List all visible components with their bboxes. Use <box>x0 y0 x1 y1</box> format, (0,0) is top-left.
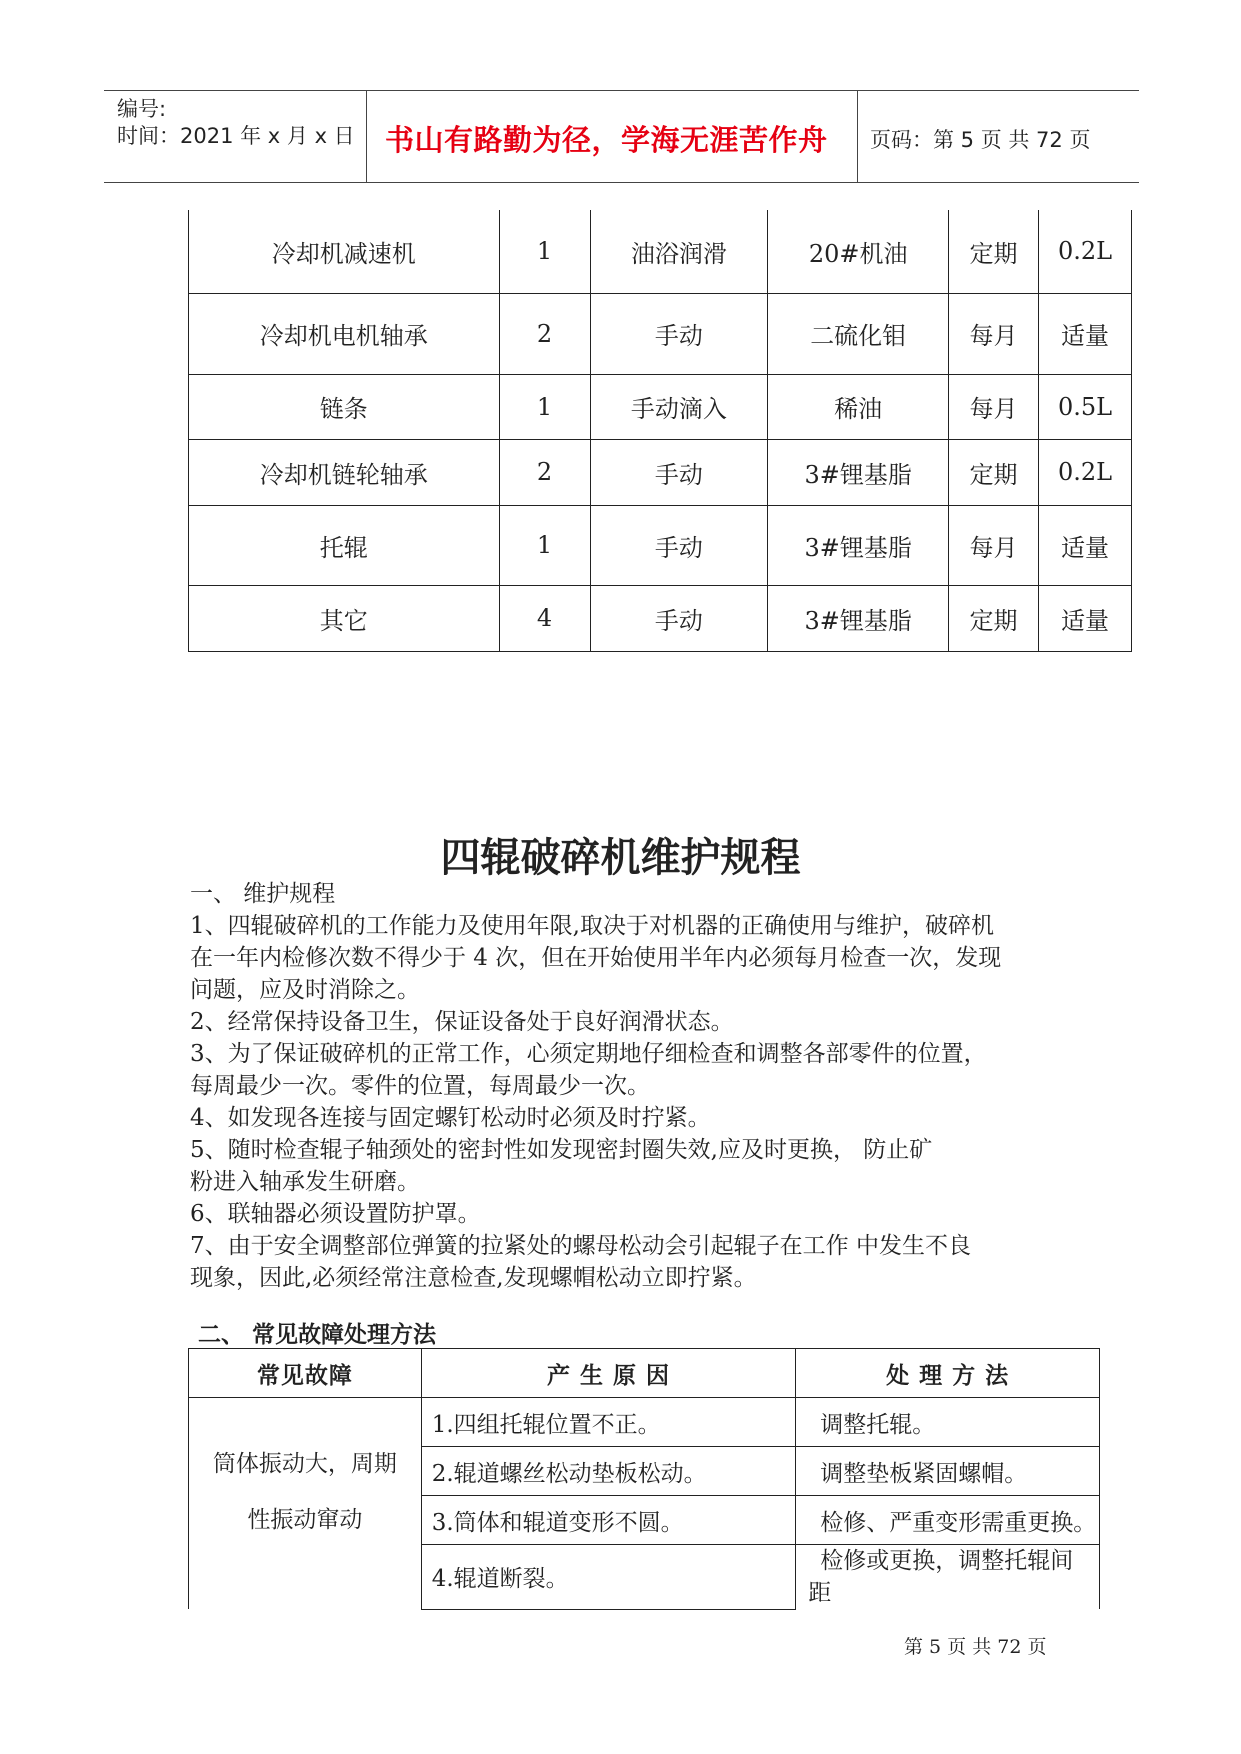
table-cell: 冷却机减速机 <box>189 210 500 293</box>
footer-page-number: 第 5 页 共 72 页 <box>904 1636 1047 1658</box>
fix-cell: 检修、严重变形需重更换。 <box>796 1496 1100 1545</box>
section2-heading: 二、 常见故障处理方法 <box>198 1322 437 1348</box>
document-title: 四辊破碎机维护规程 <box>440 835 801 881</box>
paragraph-line: 3、为了保证破碎机的正常工作，心须定期地仔细检查和调整各部零件的位置， <box>190 1041 987 1067</box>
cause-cell: 2.辊道螺丝松动垫板松动。 <box>421 1447 796 1496</box>
table-cell: 手动 <box>590 439 768 505</box>
table-cell: 每月 <box>949 374 1039 439</box>
table-cell: 0.2L <box>1039 210 1132 293</box>
table-cell: 1 <box>499 210 590 293</box>
fix-line: 距 <box>808 1580 832 1606</box>
paragraph-line: 6、联轴器必须设置防护罩。 <box>190 1201 481 1227</box>
paragraph-line: 1、四辊破碎机的工作能力及使用年限,取决于对机器的正确使用与维护，破碎机 <box>190 913 994 939</box>
paragraph-line: 5、随时检查辊子轴颈处的密封性如发现密封圈失效,应及时更换， 防止矿 <box>190 1137 933 1163</box>
table-cell: 每月 <box>949 293 1039 374</box>
table-cell: 手动 <box>590 293 768 374</box>
table-cell: 其它 <box>189 585 500 651</box>
column-header: 处 理 方 法 <box>796 1349 1100 1398</box>
fix-cell: 调整垫板紧固螺帽。 <box>796 1447 1100 1496</box>
paragraph-line: 粉进入轴承发生研磨。 <box>190 1169 420 1195</box>
table-cell: 1 <box>499 505 590 585</box>
table-cell: 冷却机电机轴承 <box>189 293 500 374</box>
fault-table <box>188 1348 1100 1610</box>
table-row <box>189 210 1132 293</box>
table-cell: 3#锂基脂 <box>768 439 949 505</box>
table-cell: 托辊 <box>189 505 500 585</box>
header-motto: 书山有路勤为径，学海无涯苦作舟 <box>385 123 828 157</box>
paragraph-line: 2、经常保持设备卫生，保证设备处于良好润滑状态。 <box>190 1009 734 1035</box>
table-cell: 手动滴入 <box>590 374 768 439</box>
table-row <box>189 293 1132 374</box>
paragraph-line: 现象，因此,必须经常注意检查,发现螺帽松动立即拧紧。 <box>190 1265 757 1291</box>
header-bottom-rule <box>104 182 1139 183</box>
paragraph-line: 每周最少一次。零件的位置，每周最少一次。 <box>190 1073 650 1099</box>
table-row <box>189 585 1132 651</box>
table-cell: 手动 <box>590 505 768 585</box>
table-cell: 3#锂基脂 <box>768 505 949 585</box>
table-cell: 适量 <box>1039 293 1132 374</box>
paragraph-line: 4、如发现各连接与固定螺钉松动时必须及时拧紧。 <box>190 1105 711 1131</box>
paragraph-line: 在一年内检修次数不得少于 4 次，但在开始使用半年内必须每月检查一次，发现 <box>190 945 1002 971</box>
header-number-label: 编号: <box>117 97 167 121</box>
fault-line: 筒体振动大，周期 <box>212 1451 397 1477</box>
column-header: 产 生 原 因 <box>421 1349 796 1398</box>
cause-cell: 3.筒体和辊道变形不圆。 <box>421 1496 796 1545</box>
cause-cell: 1.四组托辊位置不正。 <box>421 1398 796 1447</box>
table-cell: 0.5L <box>1039 374 1132 439</box>
paragraph-line: 7、由于安全调整部位弹簧的拉紧处的螺母松动会引起辊子在工作 中发生不良 <box>190 1233 971 1259</box>
table-cell: 定期 <box>949 585 1039 651</box>
table-cell: 20#机油 <box>768 210 949 293</box>
table-cell: 3#锂基脂 <box>768 585 949 651</box>
table-cell: 油浴润滑 <box>590 210 768 293</box>
table-row <box>189 374 1132 439</box>
table-cell: 链条 <box>189 374 500 439</box>
table-cell: 定期 <box>949 210 1039 293</box>
table-header-row <box>189 1349 1100 1398</box>
table-cell: 稀油 <box>768 374 949 439</box>
fault-cell <box>189 1398 422 1610</box>
fix-cell <box>796 1545 1100 1610</box>
table-cell: 手动 <box>590 585 768 651</box>
table-cell: 定期 <box>949 439 1039 505</box>
table-cell: 二硫化钼 <box>768 293 949 374</box>
table-cell: 适量 <box>1039 505 1132 585</box>
table-cell: 0.2L <box>1039 439 1132 505</box>
section1-heading: 一、 维护规程 <box>190 881 336 907</box>
fix-line: 检修或更换，调整托辊间 <box>820 1548 1074 1574</box>
header-top-rule <box>104 90 1139 91</box>
table-cell: 2 <box>499 439 590 505</box>
table-cell: 2 <box>499 293 590 374</box>
table-row <box>189 505 1132 585</box>
header-divider-left <box>366 90 367 183</box>
header-page-label: 页码：第 5 页 共 72 页 <box>870 128 1091 152</box>
lubrication-table <box>188 210 1132 652</box>
cause-cell: 4.辊道断裂。 <box>421 1545 796 1610</box>
paragraph-line: 问题，应及时消除之。 <box>190 977 420 1003</box>
table-cell: 4 <box>499 585 590 651</box>
fix-cell: 调整托辊。 <box>796 1398 1100 1447</box>
table-cell: 冷却机链轮轴承 <box>189 439 500 505</box>
table-cell: 1 <box>499 374 590 439</box>
table-cell: 适量 <box>1039 585 1132 651</box>
table-row <box>189 439 1132 505</box>
header-time-label: 时间：2021 年 x 月 x 日 <box>117 124 355 148</box>
fault-line: 性振动窜动 <box>247 1507 363 1533</box>
table-cell: 每月 <box>949 505 1039 585</box>
header-divider-right <box>857 90 858 183</box>
table-row <box>189 1398 1100 1447</box>
column-header: 常见故障 <box>189 1349 422 1398</box>
